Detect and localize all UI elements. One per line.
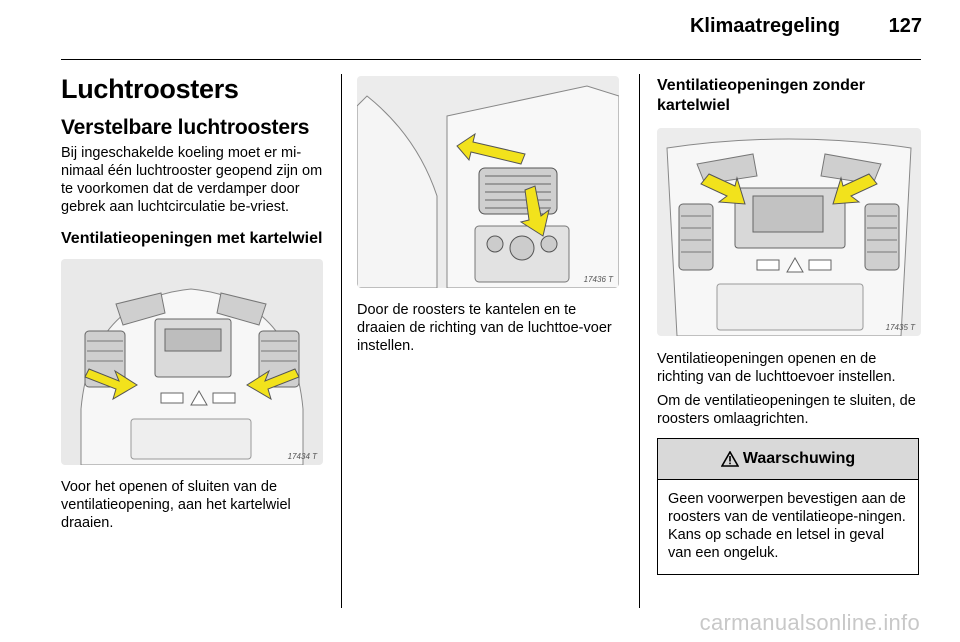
column-divider-2 bbox=[639, 74, 640, 608]
header-divider bbox=[61, 59, 921, 60]
column-3 bbox=[657, 72, 921, 575]
figure-vents-no-thumbwheel bbox=[657, 128, 921, 336]
watermark: carmanualsonline.info bbox=[699, 610, 920, 635]
figure-number: 17434 T bbox=[287, 452, 317, 461]
page-number: 127 bbox=[888, 15, 922, 37]
dashboard-no-thumbwheel-illustration bbox=[657, 128, 921, 336]
warning-text: Geen voorwerpen bevestigen aan de roosters van de ventilatieope-ningen. Kans op schade en letsel in geval van een ongeluk. bbox=[668, 491, 906, 561]
figure-caption: Door de roosters te kantelen en te draaien de richting van de luchttoe-voer instellen. bbox=[357, 302, 612, 354]
main-heading: Luchtroosters bbox=[61, 74, 239, 104]
warning-box bbox=[657, 438, 919, 575]
section-heading-without-wheel: Ventilatieopeningen zonder kartelwiel bbox=[657, 77, 866, 114]
figure-number: 17435 T bbox=[885, 323, 915, 332]
figure-adjustable-vent bbox=[357, 76, 619, 288]
page-header bbox=[0, 0, 960, 62]
figure-caption: Voor het openen of sluiten van de ventilatieopening, aan het kartelwiel draaien. bbox=[61, 479, 291, 531]
warning-header bbox=[658, 439, 918, 480]
chapter-title: Klimaatregeling bbox=[689, 15, 840, 37]
paragraph-close-vents: Om de ventilatieopeningen te sluiten, de roosters omlaagrichten. bbox=[657, 393, 916, 427]
column-divider-1 bbox=[341, 74, 342, 608]
sub-heading: Verstelbare luchtroosters bbox=[61, 116, 310, 139]
dashboard-thumbwheel-illustration bbox=[61, 259, 323, 465]
figure-number: 17436 T bbox=[583, 275, 613, 284]
warning-title: Waarschuwing bbox=[742, 450, 856, 467]
adjustable-vent-illustration bbox=[357, 76, 619, 288]
figure-vents-thumbwheel bbox=[61, 259, 323, 465]
column-2 bbox=[357, 72, 619, 355]
paragraph-open-vents: Ventilatieopeningen openen en de richting van de luchttoevoer instellen. bbox=[657, 351, 896, 385]
section-heading-with-wheel: Ventilatieopeningen met kartelwiel bbox=[61, 230, 323, 247]
column-1 bbox=[61, 72, 329, 532]
warning-body bbox=[658, 480, 918, 574]
intro-paragraph: Bij ingeschakelde koeling moet er mi-nimaal één luchtrooster geopend zijn om te voorkomen dat de verdamper door gebrek aan luchtcirculatie be-vriest. bbox=[61, 145, 323, 215]
warning-triangle-icon bbox=[721, 451, 739, 467]
